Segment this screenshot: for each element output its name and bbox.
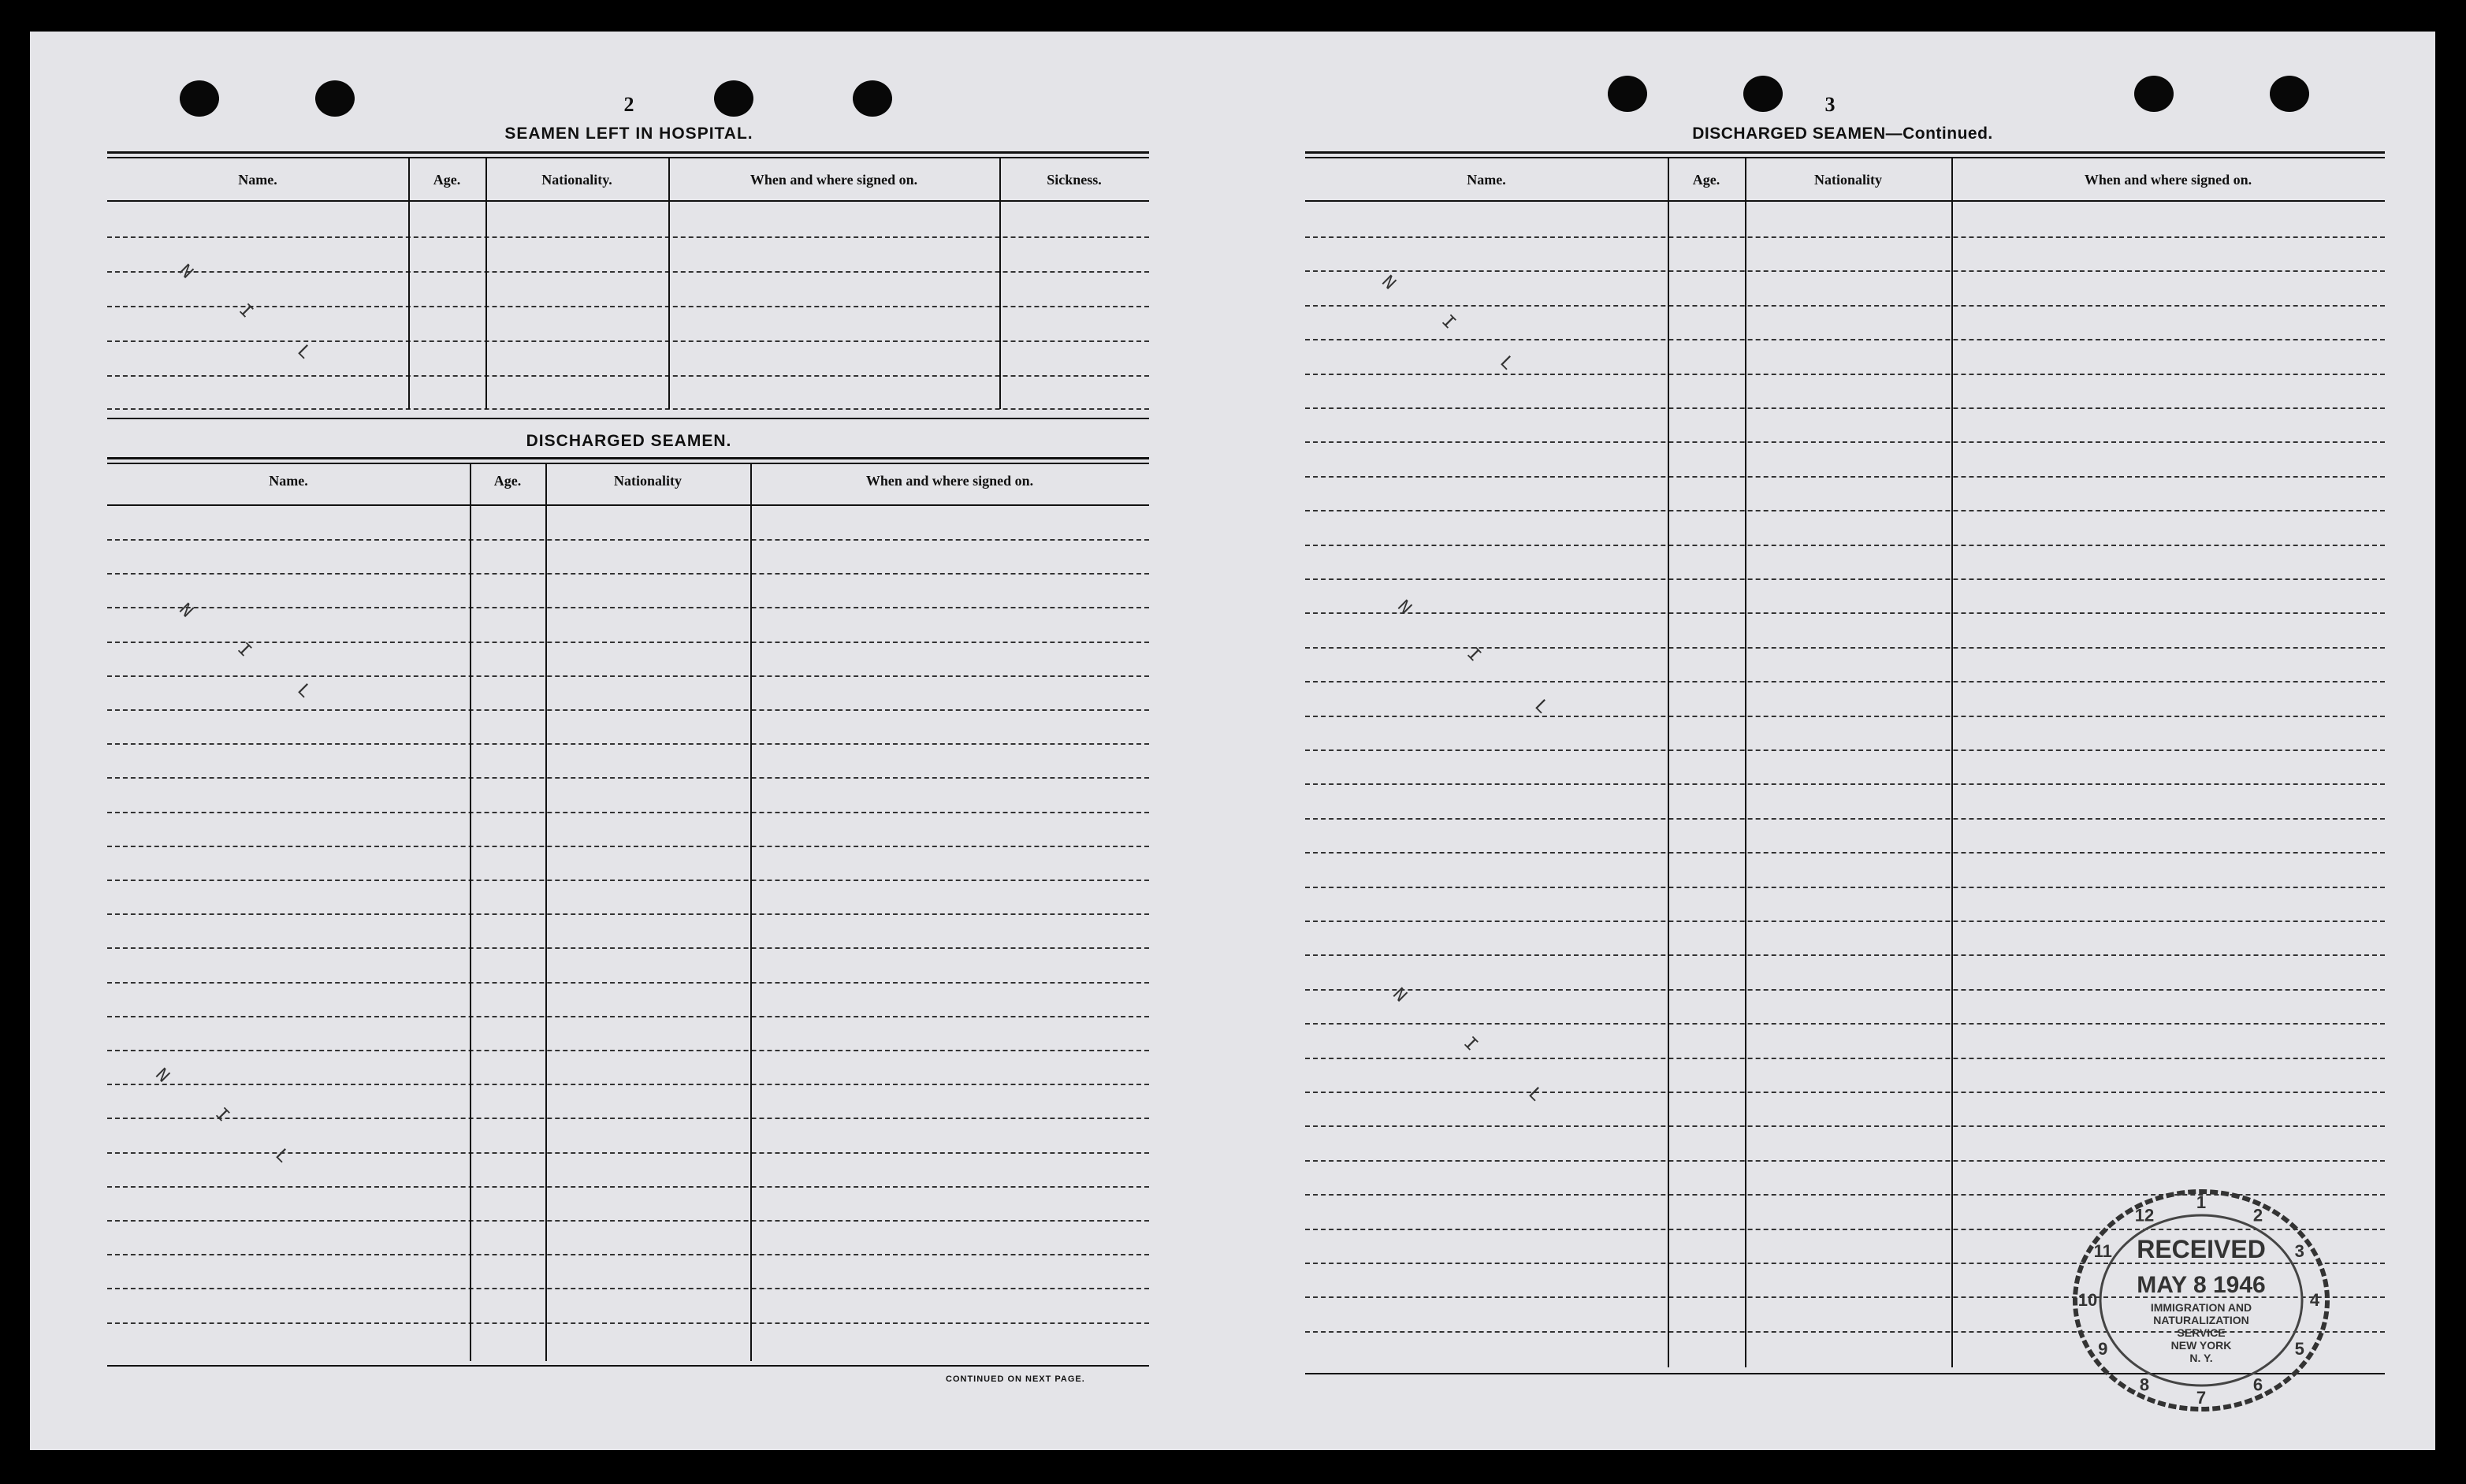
column-header-signed-on: When and where signed on. — [2084, 172, 2252, 188]
stamp-ring-number: 5 — [2294, 1339, 2304, 1359]
stamp-agency-line: NEW YORK — [2170, 1339, 2232, 1352]
stamp-ring-number: 2 — [2252, 1205, 2263, 1226]
row-line — [1305, 441, 2385, 443]
punch-hole — [315, 80, 355, 117]
punch-hole — [1608, 76, 1647, 112]
row-line — [1305, 545, 2385, 546]
column-divider — [545, 463, 547, 1361]
discharged-table-left — [107, 457, 1149, 1371]
row-line — [107, 1220, 1149, 1222]
nil-mark-letter: I — [233, 299, 257, 324]
row-line — [1305, 921, 2385, 922]
punch-hole — [2134, 76, 2174, 112]
stamp-date: MAY 8 1946 — [2137, 1272, 2266, 1298]
column-header-nationality: Nationality — [613, 473, 682, 489]
stamp-ring-number: 6 — [2252, 1374, 2263, 1395]
row-line — [1305, 236, 2385, 238]
nil-mark-letter: N — [150, 1064, 173, 1088]
nil-mark-letter: L — [270, 1144, 293, 1169]
stamp-ring-number: 1 — [2196, 1192, 2207, 1212]
row-line — [107, 1016, 1149, 1017]
row-line — [107, 642, 1149, 643]
header-bottom-rule — [107, 200, 1149, 202]
column-divider — [1745, 157, 1746, 1367]
row-line — [1305, 818, 2385, 820]
column-divider — [750, 463, 752, 1361]
header-bottom-rule — [1305, 200, 2385, 202]
row-line — [107, 573, 1149, 575]
stamp-agency-line: SERVICE — [2177, 1326, 2226, 1339]
column-header-signed-on: When and where signed on. — [865, 473, 1034, 489]
row-line — [107, 1050, 1149, 1051]
stamp-ring-number: 3 — [2294, 1241, 2304, 1261]
row-line — [107, 236, 1149, 238]
column-header-signed-on: When and where signed on. — [749, 172, 918, 188]
stamp-ring-number: 8 — [2139, 1374, 2150, 1395]
row-line — [1305, 716, 2385, 717]
hospital-table — [107, 151, 1149, 419]
row-line — [107, 1118, 1149, 1119]
row-line — [1305, 647, 2385, 649]
continued-footer: CONTINUED ON NEXT PAGE. — [946, 1374, 1085, 1384]
column-header-age: Age. — [493, 473, 522, 489]
row-line — [107, 1152, 1149, 1154]
stamp-agency-line: IMMIGRATION AND — [2150, 1301, 2252, 1314]
row-line — [107, 777, 1149, 779]
row-line — [107, 1186, 1149, 1188]
row-line — [107, 846, 1149, 847]
row-line — [107, 306, 1149, 307]
row-line — [1305, 1023, 2385, 1025]
nil-mark-letter: L — [292, 679, 315, 704]
table-top-rule — [1305, 157, 2385, 158]
stamp-agency-line: NATURALIZATION — [2153, 1314, 2249, 1326]
column-divider — [668, 157, 670, 409]
column-divider — [470, 463, 471, 1361]
column-divider — [485, 157, 487, 409]
row-line — [107, 1084, 1149, 1085]
discharged-section-title: DISCHARGED SEAMEN. — [526, 432, 732, 450]
header-bottom-rule — [107, 504, 1149, 506]
table-top-rule — [107, 457, 1149, 459]
table-top-rule — [107, 151, 1149, 154]
punch-hole — [853, 80, 892, 117]
row-line — [1305, 1058, 2385, 1059]
nil-mark-letter: I — [1461, 643, 1485, 668]
row-line — [107, 408, 1149, 410]
row-line — [1305, 374, 2385, 375]
punch-hole — [714, 80, 753, 117]
nil-mark-letter: N — [173, 260, 197, 285]
row-line — [107, 880, 1149, 881]
punch-hole — [1743, 76, 1783, 112]
row-line — [1305, 954, 2385, 956]
row-line — [107, 982, 1149, 984]
stamp-ring-number: 11 — [2093, 1241, 2112, 1261]
punch-hole — [180, 80, 219, 117]
row-line — [1305, 1092, 2385, 1093]
nil-mark-letter: N — [173, 599, 197, 623]
discharged-continued-title: DISCHARGED SEAMEN—Continued. — [1692, 125, 1993, 143]
row-line — [1305, 578, 2385, 580]
row-line — [1305, 612, 2385, 614]
row-line — [1305, 305, 2385, 307]
stamp-received-text: RECEIVED — [2137, 1235, 2266, 1263]
row-line — [107, 1288, 1149, 1289]
column-divider — [1668, 157, 1669, 1367]
row-line — [107, 1322, 1149, 1324]
column-header-name: Name. — [1467, 172, 1506, 188]
row-line — [107, 913, 1149, 915]
column-header-name: Name. — [238, 172, 277, 188]
row-line — [1305, 339, 2385, 340]
row-line — [1305, 852, 2385, 854]
table-top-rule — [1305, 151, 2385, 154]
table-bottom-rule — [107, 1365, 1149, 1367]
received-stamp — [2063, 1182, 2339, 1419]
stamp-ring-number: 10 — [2077, 1290, 2098, 1310]
nil-mark-letter: I — [232, 638, 255, 663]
punch-hole — [2270, 76, 2309, 112]
row-line — [107, 1254, 1149, 1255]
row-line — [1305, 407, 2385, 409]
nil-mark-letter: L — [1494, 351, 1518, 376]
row-line — [1305, 510, 2385, 511]
row-line — [107, 340, 1149, 342]
nil-mark-letter: L — [1529, 695, 1553, 720]
stamp-agency-line: N. Y. — [2189, 1352, 2213, 1364]
column-header-age: Age. — [433, 172, 461, 188]
column-divider — [408, 157, 410, 409]
nil-mark-letter: L — [292, 340, 315, 365]
column-header-sickness: Sickness. — [1047, 172, 1102, 188]
row-line — [1305, 749, 2385, 751]
row-line — [107, 812, 1149, 813]
row-line — [1305, 783, 2385, 785]
row-line — [1305, 989, 2385, 991]
row-line — [107, 607, 1149, 608]
nil-mark-letter: I — [210, 1103, 233, 1128]
row-line — [107, 947, 1149, 949]
nil-mark-letter: I — [1458, 1032, 1482, 1057]
stamp-ring-number: 7 — [2196, 1388, 2207, 1408]
column-header-age: Age. — [1692, 172, 1720, 188]
row-line — [107, 375, 1149, 377]
nil-mark-letter: L — [1523, 1083, 1546, 1107]
nil-mark-letter: N — [1392, 596, 1415, 620]
row-line — [107, 743, 1149, 745]
row-line — [107, 539, 1149, 541]
hospital-section-title: SEAMEN LEFT IN HOSPITAL. — [504, 125, 753, 143]
stamp-ring-number: 9 — [2098, 1339, 2108, 1359]
stamp-ring-number: 12 — [2134, 1205, 2155, 1226]
column-header-nationality: Nationality. — [541, 172, 612, 188]
document-sheet — [30, 32, 2435, 1450]
nil-mark-letter: N — [1376, 271, 1400, 296]
page-number-right: 3 — [1824, 93, 1836, 116]
table-top-rule — [107, 463, 1149, 464]
nil-mark-letter: N — [1387, 984, 1411, 1008]
row-line — [1305, 270, 2385, 272]
row-line — [1305, 476, 2385, 478]
row-line — [1305, 681, 2385, 682]
table-top-rule — [107, 157, 1149, 158]
column-divider — [1951, 157, 1953, 1367]
row-line — [107, 271, 1149, 273]
column-header-nationality: Nationality — [1813, 172, 1882, 188]
stamp-graphic — [2063, 1182, 2339, 1419]
row-line — [107, 709, 1149, 711]
stamp-ring-number: 4 — [2309, 1290, 2320, 1310]
page-number-left: 2 — [623, 93, 634, 116]
column-header-name: Name. — [269, 473, 308, 489]
row-line — [1305, 1160, 2385, 1162]
row-line — [1305, 1125, 2385, 1127]
table-bottom-rule — [107, 418, 1149, 419]
row-line — [1305, 887, 2385, 888]
column-divider — [999, 157, 1001, 409]
nil-mark-letter: I — [1436, 311, 1460, 335]
row-line — [107, 675, 1149, 677]
